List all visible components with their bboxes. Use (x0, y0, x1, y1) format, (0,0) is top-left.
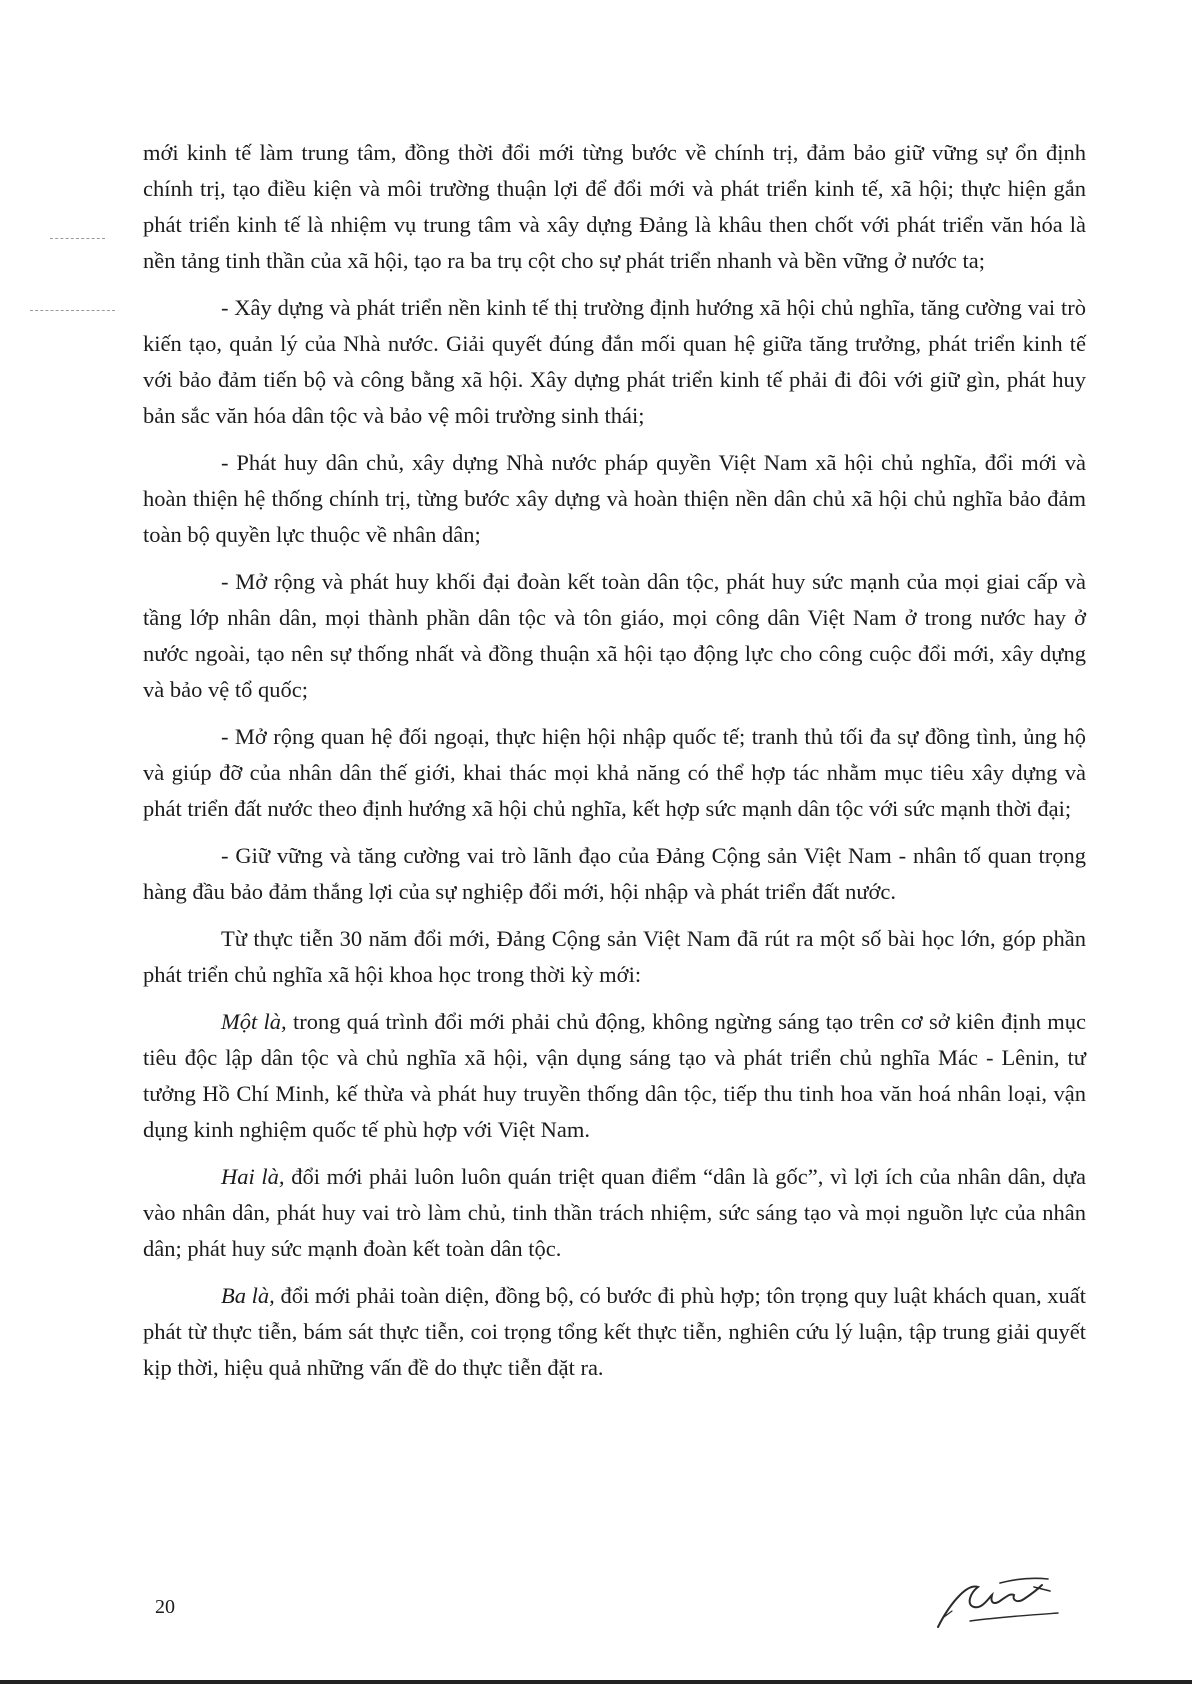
lesson-lead: Hai là, (221, 1164, 285, 1189)
paragraph-national-unity: - Mở rộng và phát huy khối đại đoàn kết toàn dân tộc, phát huy sức mạnh của mọi giai cấp và tầng lớp nhân dân, mọi thành phần dân tộc và tôn giáo, mọi công dân Việt Nam ở trong nước hay ở nước ngoài, tạo nên sự thống nhất và đồng thuận xã hội tạo động lực cho công cuộc đổi mới, xây dựng và bảo vệ tổ quốc; (143, 569, 1086, 702)
paragraph-lesson-one (143, 1004, 1086, 1148)
page-number: 20 (155, 1596, 175, 1618)
scan-edge-border (0, 1680, 1192, 1684)
paragraph-market-economy: - Xây dựng và phát triển nền kinh tế thị trường định hướng xã hội chủ nghĩa, tăng cường vai trò kiến tạo, quản lý của Nhà nước. Giải quyết đúng đắn mối quan hệ giữa tăng trưởng, phát triển kinh tế với bảo đảm tiến bộ và công bằng xã hội. Xây dựng phát triển kinh tế phải đi đôi với giữ gìn, phát huy bản sắc văn hóa dân tộc và bảo vệ môi trường sinh thái; (143, 295, 1086, 428)
paragraph-foreign-relations: - Mở rộng quan hệ đối ngoại, thực hiện hội nhập quốc tế; tranh thủ tối đa sự đồng tình, ủng hộ và giúp đỡ của nhân dân thế giới, khai thác mọi khả năng có thể hợp tác nhằm mục tiêu xây dựng và phát triển đất nước theo định hướng xã hội chủ nghĩa, kết hợp sức mạnh dân tộc với sức mạnh thời đại; (143, 724, 1086, 821)
lesson-lead: Một là, (221, 1009, 287, 1034)
margin-mark (50, 238, 105, 239)
lesson-text: đổi mới phải luôn luôn quán triệt quan điểm “dân là gốc”, vì lợi ích của nhân dân, dựa vào nhân dân, phát huy vai trò làm chủ, tinh thần trách nhiệm, sức sáng tạo và mọi nguồn lực của nhân dân; phát huy sức mạnh đoàn kết toàn dân tộc. (143, 1164, 1086, 1261)
lesson-text: đổi mới phải toàn diện, đồng bộ, có bước đi phù hợp; tôn trọng quy luật khách quan, xuất phát từ thực tiễn, bám sát thực tiễn, coi trọng tổng kết thực tiễn, nghiên cứu lý luận, tập trung giải quyết kịp thời, hiệu quả những vấn đề do thực tiễn đặt ra. (143, 1283, 1086, 1380)
margin-mark (30, 310, 115, 311)
lesson-text: trong quá trình đổi mới phải chủ động, không ngừng sáng tạo trên cơ sở kiên định mục tiêu độc lập dân tộc và chủ nghĩa xã hội, vận dụng sáng tạo và phát triển chủ nghĩa Mác - Lênin, tư tưởng Hồ Chí Minh, kế thừa và phát huy truyền thống dân tộc, tiếp thu tinh hoa văn hoá nhân loại, vận dụng kinh nghiệm quốc tế phù hợp với Việt Nam. (143, 1009, 1086, 1142)
paragraph-intro: mới kinh tế làm trung tâm, đồng thời đổi mới từng bước về chính trị, đảm bảo giữ vững sự ổn định chính trị, tạo điều kiện và môi trường thuận lợi để đổi mới và phát triển kinh tế, xã hội; thực hiện gắn phát triển kinh tế là nhiệm vụ trung tâm và xây dựng Đảng là khâu then chốt với phát triển văn hóa là nền tảng tinh thần của xã hội, tạo ra ba trụ cột cho sự phát triển nhanh và bền vững ở nước ta; (143, 140, 1086, 273)
paragraph-lessons-intro: Từ thực tiễn 30 năm đổi mới, Đảng Cộng sản Việt Nam đã rút ra một số bài học lớn, góp phần phát triển chủ nghĩa xã hội khoa học trong thời kỳ mới: (143, 926, 1086, 987)
paragraph-lesson-three (143, 1278, 1086, 1386)
document-body (143, 135, 1086, 1397)
signature-icon (930, 1565, 1080, 1635)
paragraph-lesson-two (143, 1159, 1086, 1267)
paragraph-democracy: - Phát huy dân chủ, xây dựng Nhà nước pháp quyền Việt Nam xã hội chủ nghĩa, đổi mới và hoàn thiện hệ thống chính trị, từng bước xây dựng và hoàn thiện nền dân chủ xã hội chủ nghĩa bảo đảm toàn bộ quyền lực thuộc về nhân dân; (143, 450, 1086, 547)
paragraph-party-leadership: - Giữ vững và tăng cường vai trò lãnh đạo của Đảng Cộng sản Việt Nam - nhân tố quan trọng hàng đầu bảo đảm thắng lợi của sự nghiệp đổi mới, hội nhập và phát triển đất nước. (143, 843, 1086, 904)
lesson-lead: Ba là, (221, 1283, 275, 1308)
